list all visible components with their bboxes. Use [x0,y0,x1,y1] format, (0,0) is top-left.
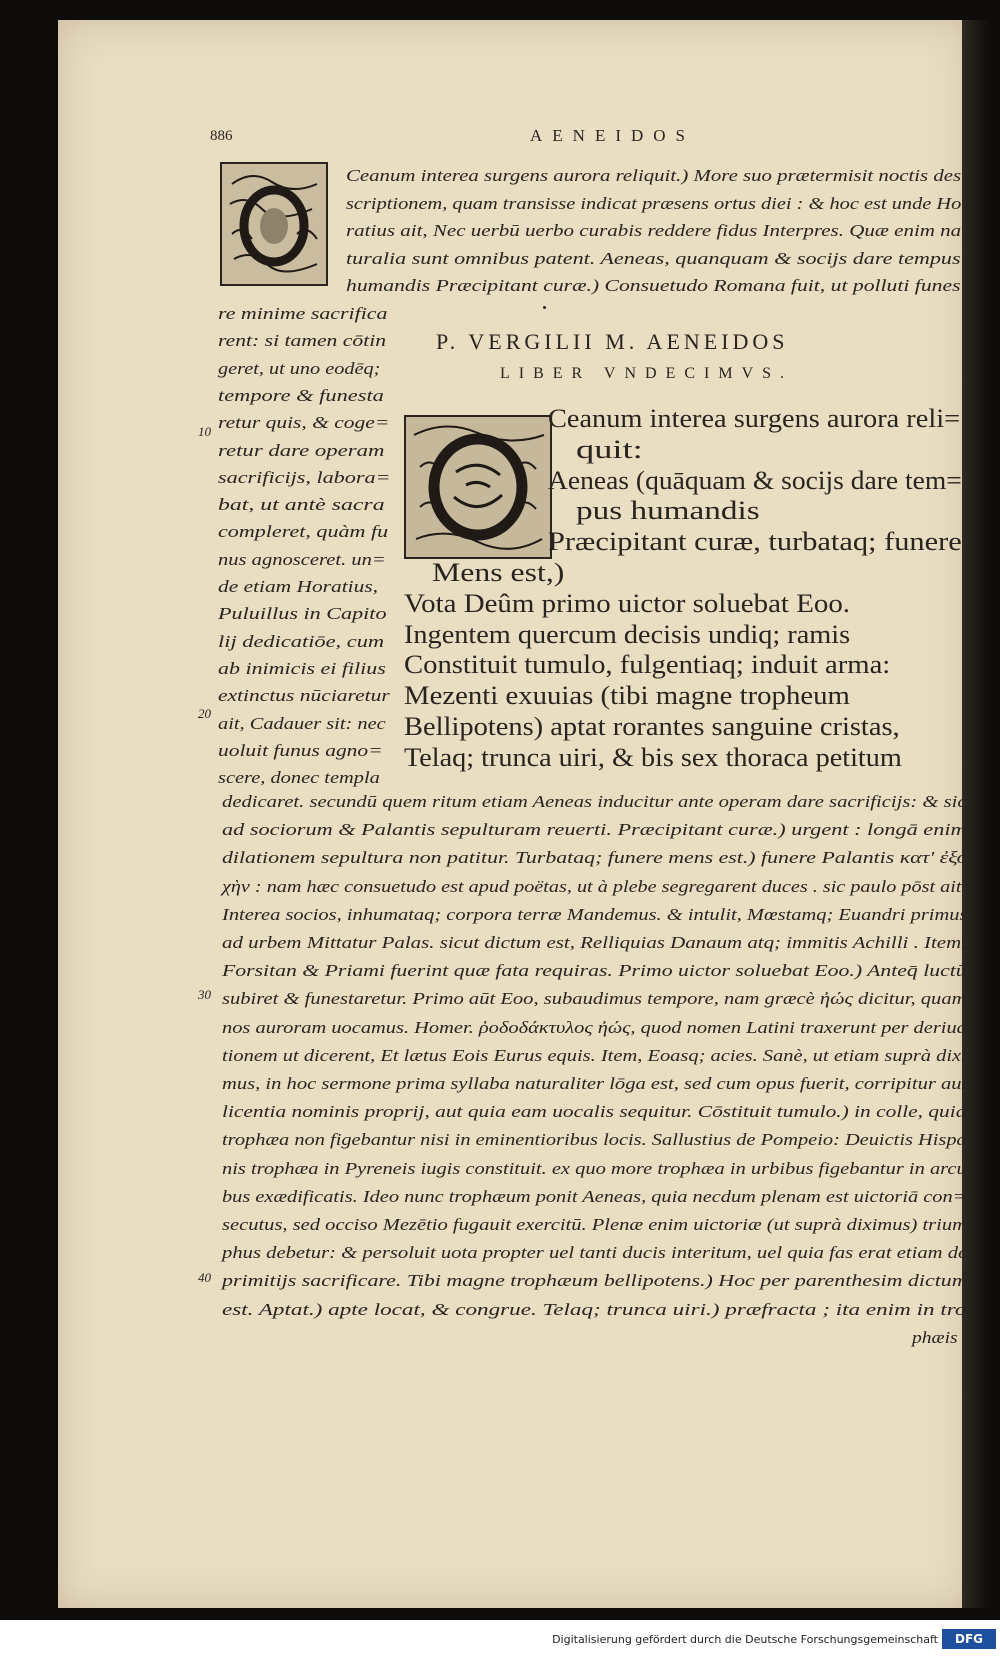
commentary-bottom-line: trophæa non figebantur nisi in eminentioribus locis. Sallustius de Pompeio: Deuictis Hispa [222,1130,967,1150]
commentary-top-line: turalia sunt omnibus patent. Aeneas, quanquam & socijs dare tempus [346,248,961,268]
commentary-side-line: bat, ut antè sacra [218,495,385,515]
commentary-bottom-line: phus debetur: & persoluit uota propter uel tanti ducis interitum, uel quia fas erat etiam de [222,1243,968,1263]
verse-line: Constituit tumulo, fulgentiaq; induit arma: [404,650,891,680]
commentary-top-line: ratius ait, Nec uerbū uerbo curabis reddere fidus Interpres. Quæ enim na [346,221,962,240]
commentary-bottom-line: ad sociorum & Palantis sepulturam reuerti. Præcipitant curæ.) urgent : longā enim [222,820,967,840]
commentary-side-line: uoluit funus agno= [218,740,383,760]
line-number: 20 [198,706,211,721]
commentary-bottom-line: bus exædificatis. Ideo nunc trophæum ponit Aeneas, quia necdum plenam est uictoriā con= [222,1186,967,1206]
commentary-side-line: nus agnosceret. un= [218,549,386,569]
commentary-side-line: ait, Cadauer sit: nec [218,713,386,733]
commentary-side-line: extinctus nūciaretur [218,686,390,706]
ornament-o-icon [406,417,550,557]
verse-line: Ingentem quercum decisis undiq; ramis [404,619,851,649]
verse-line: Ceanum interea surgens aurora reli= [548,404,961,433]
commentary-side-line: sacrificijs, labora= [218,467,391,487]
commentary-side-line: tempore & funesta [218,385,384,405]
ornament-dot [543,306,546,309]
verse-line: Præcipitant curæ, turbataq; funere [548,527,962,557]
commentary-bottom-line: secutus, sed occiso Mezētio fugauit exercitū. Plenæ enim uictoriæ (ut suprà diximus) trium [222,1215,967,1234]
commentary-bottom-line: primitijs sacrificare. Tibi magne trophæum bellipotens.) Hoc per parenthesim dictum [222,1271,968,1291]
commentary-side-line: de etiam Horatius, [218,577,379,596]
commentary-side-line: retur dare operam [218,440,385,460]
commentary-top-line: humandis Præcipitant curæ.) Consuetudo Romana fuit, ut polluti funes [346,276,961,295]
commentary-bottom-line: Forsitan & Priami fuerint quæ fata requiras. Primo uictor soluebat Eoo.) Anteq̄ luctū [222,961,967,981]
commentary-top-line: Ceanum interea surgens aurora reliquit.) More suo prætermisit noctis des [346,166,962,185]
commentary-side-line: retur quis, & coge= [218,413,390,433]
line-number: 30 [198,987,211,1002]
commentary-bottom-line: dedicaret. secundū quem ritum etiam Aeneas inducitur ante operam dare sacrificijs: & sic [222,792,967,811]
verse-line: pus humandis [576,496,760,526]
book-title: P. VERGILII M. AENEIDOS [436,329,789,354]
page-number: 886 [210,128,233,144]
commentary-side-line: re minime sacrifica [218,304,388,323]
commentary-bottom-line: dilationem sepultura non patitur. Turbataq; funere mens est.) funere Palantis κατ' ἐξο [222,848,968,868]
commentary-bottom-line: est. Aptat.) apte locat, & congrue. Telaq; trunca uiri.) præfracta ; ita enim in tro [222,1299,967,1319]
running-head: AENEIDOS [530,126,695,145]
commentary-side-line: compleret, quàm fu [218,522,389,542]
verse-line: Telaq; trunca uiri, & bis sex thoraca petitum [404,742,902,772]
commentary-bottom-line: nos auroram uocamus. Homer. ῥοδοδάκτυλος ἠώς, quod nomen Latini traxerunt per deriua [222,1017,967,1037]
commentary-bottom-line: mus, in hoc sermone prima syllaba naturaliter lōga est, sed cum opus fuerit, corripitur aut [222,1074,968,1093]
commentary-bottom-line: nis trophæa in Pyreneis iugis constituit. ex quo more trophæa in urbibus figebantur in arcu [222,1158,967,1178]
commentary-side-line: scere, donec templa [218,768,380,788]
line-number: 40 [198,1270,211,1285]
line-number: 10 [198,424,211,439]
commentary-bottom-line: Interea socios, inhumataq; corpora terræ Mandemus. & intulit, Mœstamq; Euandri primus [222,904,968,924]
verse-line: Mens est,) [432,558,565,587]
commentary-bottom-line: χὴν : nam hæc consuetudo est apud poëtas, ut à plebe segregarent duces . sic paulo pōst ait, [222,876,967,896]
commentary-side-line: ab inimicis ei filius [218,658,386,678]
commentary-side-line: geret, ut uno eodēq; [218,358,381,378]
commentary-bottom-line: subiret & funestaretur. Primo aūt Eoo, subaudimus tempore, nam græcè ἠώς dicitur, quam [222,989,967,1009]
footer-credit: Digitalisierung gefördert durch die Deutsche Forschungsgemeinschaft [552,1633,938,1646]
verse-line: quit: [576,434,643,464]
commentary-side-line: rent: si tamen cōtin [218,331,387,351]
book-subtitle: LIBER VNDECIMVS. [500,365,794,382]
verse-line: Aeneas (quāquam & socijs dare tem= [548,465,962,495]
verse-line: Mezenti exuuias (tibi magne tropheum [404,681,850,711]
commentary-bottom-line: ad urbem Mittatur Palas. sicut dictum est, Relliquias Danaum atq; immitis Achilli . Item, [222,933,967,952]
ornament-o-icon [222,164,326,284]
commentary-bottom-line: phæis [912,1327,958,1347]
verse-line: Vota Deûm primo uictor soluebat Eoo. [404,588,851,618]
page-edge-shadow [962,20,992,1608]
decorated-initial-top [220,162,328,286]
commentary-side-line: lij dedicatiōe, cum [218,631,385,651]
decorated-initial-verse [404,415,552,559]
digitization-footer [0,1620,1000,1659]
commentary-top-line: scriptionem, quam transisse indicat præsens ortus diei : & hoc est unde Ho [346,193,962,213]
commentary-side-line: Puluillus in Capito [218,604,387,624]
verse-line: Bellipotens) aptat rorantes sanguine cristas, [404,712,900,741]
dfg-logo: DFG [942,1629,996,1649]
commentary-bottom-line: licentia nominis proprij, aut quia eam uocalis sequitur. Cōstituit tumulo.) in colle, quia [222,1102,967,1122]
commentary-bottom-line: tionem ut dicerent, Et lætus Eois Eurus equis. Item, Eoasq; acies. Sanè, ut etiam suprà dixi [222,1045,967,1065]
